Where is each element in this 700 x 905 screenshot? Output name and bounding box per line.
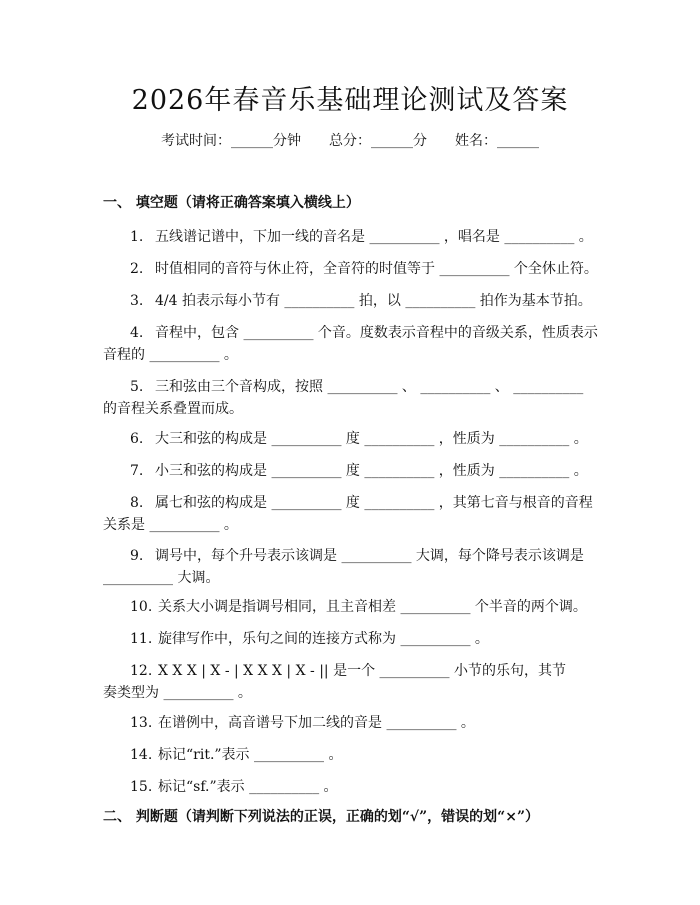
question-number: 6. [130, 431, 144, 447]
question-item [103, 428, 603, 450]
question-number: 3. [130, 293, 144, 309]
question-item [103, 492, 603, 536]
question-number: 14. [130, 747, 153, 763]
exam-meta-line [0, 130, 700, 150]
question-text: 标记“sf.”表示 __________ 。 [158, 779, 338, 795]
question-text-continued: __________ 大调。 [103, 570, 220, 586]
question-number: 7. [130, 463, 144, 479]
question-number: 4. [130, 325, 144, 341]
question-number: 11. [130, 631, 153, 647]
question-item [103, 660, 603, 704]
question-number: 9. [130, 548, 144, 564]
question-text: 小三和弦的构成是 __________ 度 __________ ，性质为 __________ 。 [155, 463, 588, 479]
question-text-continued: 奏类型为 __________ 。 [103, 685, 252, 701]
question-number: 13. [130, 715, 153, 731]
question-item [103, 226, 603, 248]
question-text-continued: 的音程关系叠置而成。 [103, 401, 243, 417]
question-number: 10. [130, 599, 153, 615]
question-text-continued: 关系是 __________ 。 [103, 517, 238, 533]
page-title: 2026年春音乐基础理论测试及答案 [131, 85, 569, 116]
question-item [103, 322, 603, 366]
section-heading-true-false: 二、 判断题（请判断下列说法的正误，正确的划“√”，错误的划“×”） [103, 809, 540, 825]
question-text: 4/4 拍表示每小节有 __________ 拍，以 __________ 拍作为基本节拍。 [155, 293, 592, 309]
exam-time-field: 考试时间：______分钟 [161, 133, 301, 149]
question-item [103, 460, 603, 482]
question-number: 2. [130, 261, 144, 277]
question-item [103, 545, 603, 589]
question-text: 旋律写作中，乐句之间的连接方式称为 __________ 。 [158, 631, 489, 647]
question-item [103, 776, 603, 798]
question-number: 15. [130, 779, 153, 795]
question-text: 属七和弦的构成是 __________ 度 __________ ，其第七音与根音的音程 [155, 495, 593, 511]
section-heading-fill-in: 一、 填空题（请将正确答案填入横线上） [103, 195, 360, 211]
question-text: 标记“rit.”表示 __________ 。 [158, 747, 343, 763]
question-text: 五线谱记谱中，下加一线的音名是 __________ ，唱名是 __________ 。 [155, 229, 593, 245]
question-number: 12. [130, 663, 153, 679]
question-text: 三和弦由三个音构成，按照 __________ 、 __________ 、 __________ [155, 379, 584, 395]
question-item [103, 744, 603, 766]
question-item [103, 258, 603, 280]
question-text: 在谱例中，高音谱号下加二线的音是 __________ 。 [158, 715, 475, 731]
question-text: 关系大小调是指调号相同，且主音相差 __________ 个半音的两个调。 [158, 599, 587, 615]
question-item [103, 376, 603, 420]
question-text: 时值相同的音符与休止符，全音符的时值等于 __________ 个全休止符。 [155, 261, 598, 277]
question-text: 调号中，每个升号表示该调是 __________ 大调，每个降号表示该调是 [155, 548, 584, 564]
student-name-field: 姓名：______ [455, 133, 539, 149]
question-number: 5. [130, 379, 144, 395]
question-text: 大三和弦的构成是 __________ 度 __________ ，性质为 __________ 。 [155, 431, 588, 447]
question-text: X X X | X - | X X X | X - || 是一个 __________ 小节的乐句，其节 [158, 663, 566, 679]
question-item [103, 712, 603, 734]
question-number: 1. [130, 229, 144, 245]
question-item [103, 596, 603, 618]
question-item [103, 628, 603, 650]
question-text-continued: 音程的 __________ 。 [103, 347, 238, 363]
question-item [103, 290, 603, 312]
question-number: 8. [130, 495, 144, 511]
question-text: 音程中，包含 __________ 个音。度数表示音程中的音级关系，性质表示 [155, 325, 598, 341]
total-score-field: 总分：______分 [329, 133, 427, 149]
